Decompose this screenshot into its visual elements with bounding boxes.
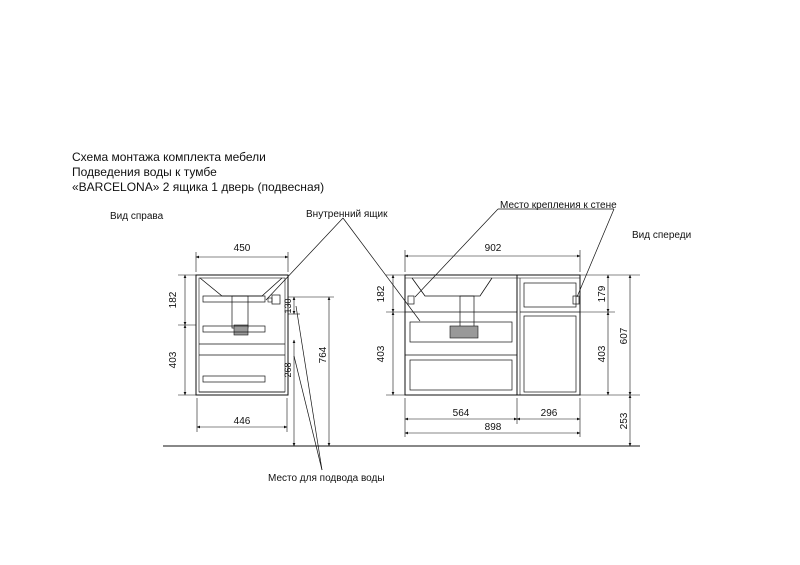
front-right-h179-text: 179: [597, 285, 608, 303]
water-supply-label: Место для подвода воды: [268, 473, 385, 484]
side-siphon-trap: [234, 325, 248, 335]
side-dimensions: [178, 252, 334, 446]
front-cabinet-outline: [405, 275, 580, 395]
leader-water-1: [294, 356, 322, 470]
side-h268-text: 268: [283, 362, 293, 378]
leader-wall-mount-right: [577, 209, 614, 297]
title-line-1: Схема монтажа комплекта мебели: [72, 150, 266, 164]
front-siphon-trap: [450, 326, 478, 338]
side-inner-drawer: [203, 296, 265, 302]
side-h130-text: 130: [283, 298, 293, 314]
front-left-h403-text: 403: [376, 345, 387, 363]
leader-lines: [266, 209, 614, 470]
side-width-top-text: 450: [233, 243, 251, 254]
front-h253-text: 253: [619, 412, 630, 430]
front-door: [524, 316, 576, 392]
wall-mount-label: Место крепления к стене: [500, 200, 617, 211]
front-width-top-text: 902: [484, 243, 502, 254]
side-view-label: Вид справа: [110, 211, 164, 222]
inner-drawer-label: Внутренний ящик: [306, 209, 388, 220]
title-line-3: «BARCELONA» 2 ящика 1 дверь (подвесная): [72, 180, 325, 194]
side-siphon: [232, 296, 248, 328]
front-drawer-2: [410, 360, 512, 390]
side-h764-text: 764: [318, 346, 329, 364]
leader-inner-drawer-front: [343, 218, 420, 321]
front-h607-text: 607: [619, 327, 630, 345]
front-right-h403-text: 403: [597, 345, 608, 363]
leader-inner-drawer-side: [266, 218, 343, 300]
side-h403-text: 403: [168, 351, 179, 369]
front-view-cabinet: [405, 275, 580, 395]
front-wall-mount-left: [408, 296, 414, 304]
front-w296-text: 296: [540, 408, 558, 419]
side-width-bottom-text: 446: [233, 416, 251, 427]
side-sink-basin: [200, 278, 282, 296]
front-w898-text: 898: [484, 422, 502, 433]
leader-water-2: [296, 306, 322, 470]
side-h182-text: 182: [168, 291, 179, 309]
front-view-label: Вид спереди: [632, 230, 692, 241]
front-upper-shelf: [524, 283, 576, 307]
title-line-2: Подведения воды к тумбе: [72, 165, 217, 179]
side-view-cabinet: [196, 275, 288, 395]
side-wall-mount: [272, 295, 280, 304]
side-drawer-2-rail: [203, 376, 265, 382]
front-w564-text: 564: [452, 408, 470, 419]
front-left-h182-text: 182: [376, 285, 387, 303]
